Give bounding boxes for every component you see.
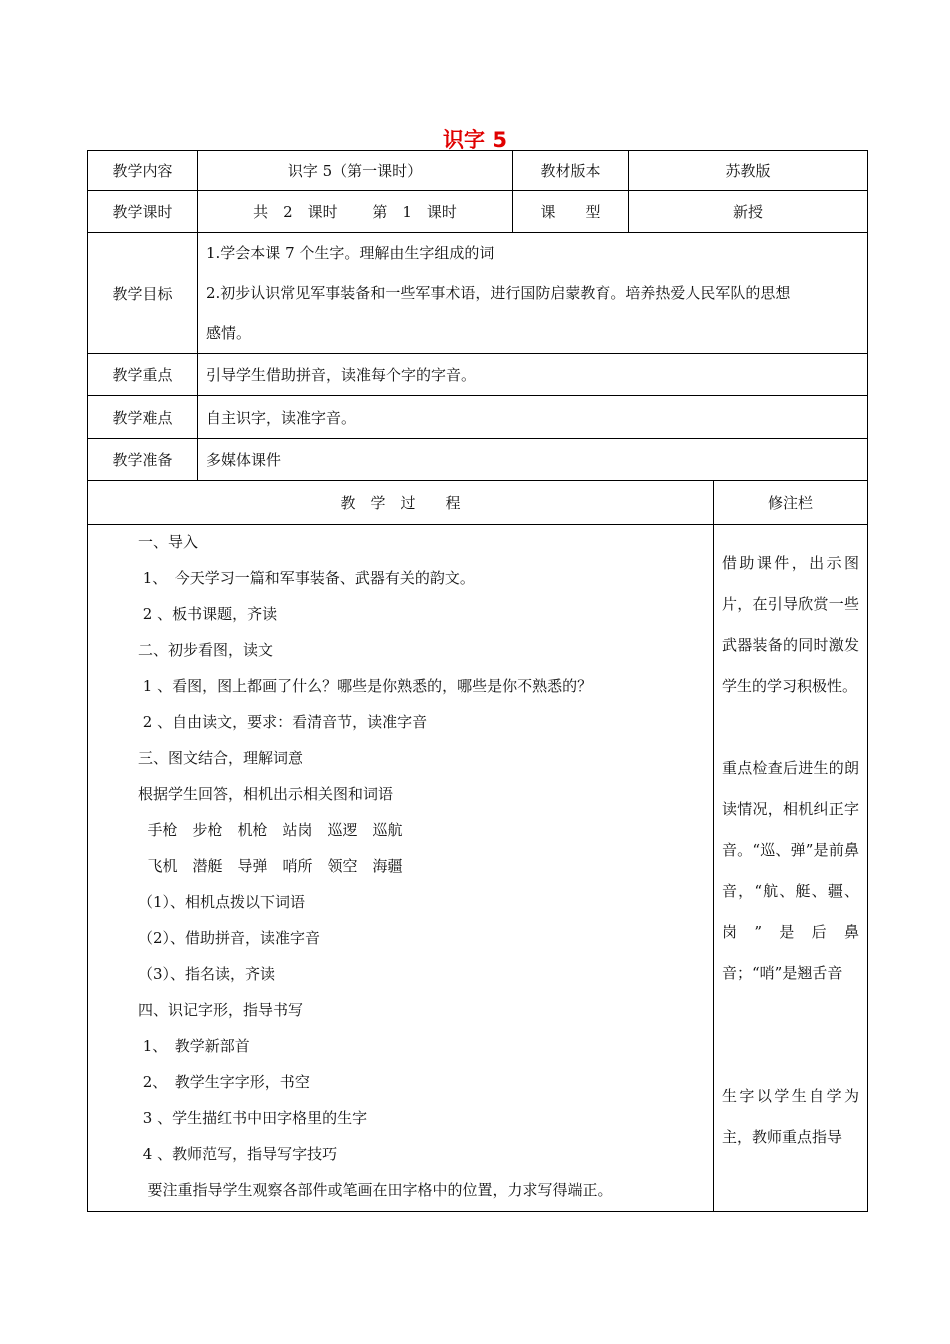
process-line: （1）、相机点拨以下词语 (138, 893, 306, 911)
hours-value: 共 2 课时 第 1 课时 (198, 191, 513, 233)
process-line: （3）、指名读，齐读 (138, 965, 276, 983)
goal-line: 2.初步认识常见军事装备和一些军事术语，进行国防启蒙教育。培养热爱人民军队的思想 (206, 284, 791, 302)
note-text: 重点检查后进生的朗读情况，相机纠正字音。“巡、弹”是前鼻音，“航、艇、疆、岗”是后鼻音；“哨”是翘舌音 (722, 759, 860, 982)
process-line: 一、导入 (138, 533, 199, 551)
preparation-label: 教学准备 (88, 439, 198, 481)
notes-column (714, 525, 868, 1212)
page-title: 识字 5 (443, 128, 507, 152)
process-line: 二、初步看图，读文 (138, 641, 274, 659)
difficulty-row (88, 396, 868, 439)
focus-row (88, 354, 868, 396)
goals-row (88, 233, 868, 354)
hours-row (88, 191, 868, 233)
note-text: 借助课件，出示图片，在引导欣赏一些武器装备的同时激发学生的学习积极性。 (722, 554, 860, 695)
preparation-value: 多媒体课件 (198, 439, 868, 481)
goal-line: 感情。 (206, 324, 252, 342)
process-line: 四、识记字形，指导书写 (138, 1001, 304, 1019)
goal-line: 1.学会本课 7 个生字。理解由生字组成的词 (206, 244, 495, 262)
process-line: 1、 今天学习一篇和军事装备、武器有关的韵文。 (138, 569, 475, 587)
content-label: 教学内容 (88, 151, 198, 191)
difficulty-label: 教学难点 (88, 396, 198, 439)
type-value: 新授 (629, 191, 868, 233)
goals-value (198, 233, 868, 354)
process-line: 手枪 步枪 机枪 站岗 巡逻 巡航 (138, 821, 403, 839)
process-line: 三、图文结合，理解词意 (138, 749, 304, 767)
process-line: 1、 教学新部首 (138, 1037, 250, 1055)
hours-label: 教学课时 (88, 191, 198, 233)
preparation-row (88, 439, 868, 481)
content-value: 识字 5（第一课时） (198, 151, 513, 191)
goals-label: 教学目标 (88, 233, 198, 354)
process-line: 根据学生回答，相机出示相关图和词语 (138, 785, 394, 803)
note-text: 生字以学生自学为主，教师重点指导 (722, 1087, 860, 1146)
content-row (88, 151, 868, 191)
focus-label: 教学重点 (88, 354, 198, 396)
process-line: （2）、借助拼音，读准字音 (138, 929, 321, 947)
process-header-row (88, 481, 868, 525)
process-body-row (88, 525, 868, 1212)
edition-label: 教材版本 (513, 151, 629, 191)
process-steps (88, 525, 714, 1212)
process-line: 1 、看图，图上都画了什么？哪些是你熟悉的，哪些是你不熟悉的？ (138, 677, 593, 695)
process-line: 4 、教师范写，指导写字技巧 (138, 1145, 338, 1163)
process-line: 2 、自由读文，要求：看清音节，读准字音 (138, 713, 428, 731)
notes-header: 修注栏 (714, 481, 868, 525)
edition-value: 苏教版 (629, 151, 868, 191)
process-line: 3 、学生描红书中田字格里的生字 (138, 1109, 368, 1127)
process-line: 要注重指导学生观察各部件或笔画在田字格中的位置，力求写得端正。 (138, 1181, 613, 1199)
process-line: 2、 教学生字字形，书空 (138, 1073, 310, 1091)
lesson-plan-table (87, 150, 868, 1212)
type-label: 课 型 (513, 191, 629, 233)
process-line: 飞机 潜艇 导弹 哨所 领空 海疆 (138, 857, 403, 875)
difficulty-value: 自主识字，读准字音。 (198, 396, 868, 439)
process-line: 2 、板书课题，齐读 (138, 605, 278, 623)
focus-value: 引导学生借助拼音，读准每个字的字音。 (198, 354, 868, 396)
process-header: 教 学 过 程 (88, 481, 714, 525)
